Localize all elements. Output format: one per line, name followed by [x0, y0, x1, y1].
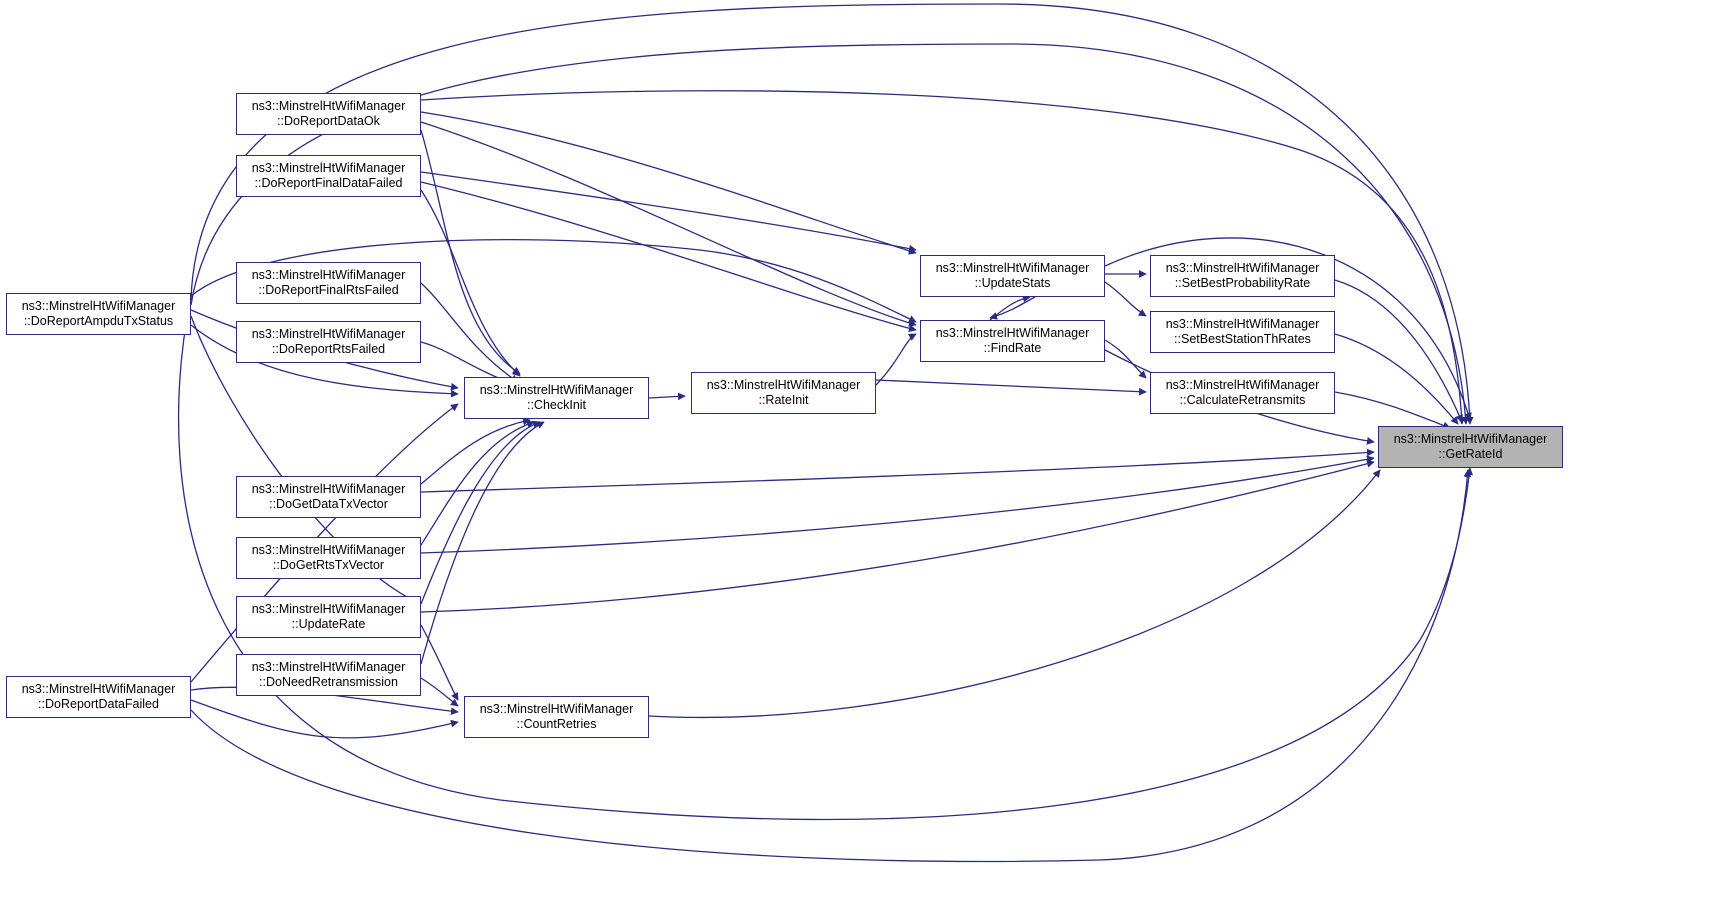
node-label-line1: ns3::MinstrelHtWifiManager	[251, 482, 406, 496]
node-doReportDataOk[interactable]	[236, 93, 421, 135]
node-label-line1: ns3::MinstrelHtWifiManager	[935, 261, 1090, 275]
node-setBestStationThRates[interactable]	[1150, 311, 1335, 353]
node-label-line2: ::DoReportRtsFailed	[271, 342, 386, 356]
node-label-line1: ns3::MinstrelHtWifiManager	[935, 326, 1090, 340]
node-label-line2: ::DoReportFinalDataFailed	[254, 176, 403, 190]
node-label-line1: ns3::MinstrelHtWifiManager	[706, 378, 861, 392]
node-doReportDataFailed[interactable]	[6, 676, 191, 718]
node-label-line1: ns3::MinstrelHtWifiManager	[479, 383, 634, 397]
node-countRetries[interactable]	[464, 696, 649, 738]
node-label-line2: ::GetRateId	[1438, 447, 1503, 461]
node-label-line1: ns3::MinstrelHtWifiManager	[251, 543, 406, 557]
node-label-line2: ::CalculateRetransmits	[1179, 393, 1306, 407]
node-label-line2: ::DoGetRtsTxVector	[272, 558, 385, 572]
node-label-line2: ::UpdateStats	[974, 276, 1051, 290]
node-label-line2: ::DoNeedRetransmission	[259, 675, 398, 689]
node-label-line1: ns3::MinstrelHtWifiManager	[21, 682, 176, 696]
node-label-line2: ::DoGetDataTxVector	[269, 497, 388, 511]
node-label-line2: ::CheckInit	[526, 398, 587, 412]
node-label-line1: ns3::MinstrelHtWifiManager	[251, 602, 406, 616]
node-label-line2: ::DoReportFinalRtsFailed	[258, 283, 399, 297]
node-label-line1: ns3::MinstrelHtWifiManager	[251, 161, 406, 175]
node-doReportFinalRtsFailed[interactable]	[236, 262, 421, 304]
node-label-line2: ::FindRate	[983, 341, 1042, 355]
node-label-line1: ns3::MinstrelHtWifiManager	[251, 268, 406, 282]
node-setBestProbabilityRate[interactable]	[1150, 255, 1335, 297]
node-checkInit[interactable]	[464, 377, 649, 419]
node-label-line2: ::UpdateRate	[291, 617, 366, 631]
node-getRateId[interactable]	[1378, 426, 1563, 468]
node-label-line1: ns3::MinstrelHtWifiManager	[1165, 378, 1320, 392]
node-label-line1: ns3::MinstrelHtWifiManager	[251, 327, 406, 341]
node-doGetDataTxVector[interactable]	[236, 476, 421, 518]
node-calculateRetransmits[interactable]	[1150, 372, 1335, 414]
node-label-line1: ns3::MinstrelHtWifiManager	[479, 702, 634, 716]
node-updateRate[interactable]	[236, 596, 421, 638]
node-doReportAmpduTxStatus[interactable]	[6, 293, 191, 335]
node-doNeedRetransmission[interactable]	[236, 654, 421, 696]
node-label-line2: ::DoReportDataOk	[277, 114, 380, 128]
node-label-line2: ::SetBestProbabilityRate	[1174, 276, 1311, 290]
node-label-line1: ns3::MinstrelHtWifiManager	[1165, 317, 1320, 331]
node-label-line2: ::DoReportDataFailed	[38, 697, 159, 711]
node-label-line1: ns3::MinstrelHtWifiManager	[251, 99, 406, 113]
node-label-line2: ::RateInit	[758, 393, 809, 407]
node-label-line1: ns3::MinstrelHtWifiManager	[251, 660, 406, 674]
node-label-line2: ::DoReportAmpduTxStatus	[23, 314, 174, 328]
node-label-line2: ::SetBestStationThRates	[1174, 332, 1311, 346]
node-label-line1: ns3::MinstrelHtWifiManager	[1393, 432, 1548, 446]
node-updateStats[interactable]	[920, 255, 1105, 297]
node-doReportRtsFailed[interactable]	[236, 321, 421, 363]
node-label-line1: ns3::MinstrelHtWifiManager	[21, 299, 176, 313]
node-doGetRtsTxVector[interactable]	[236, 537, 421, 579]
node-rateInit[interactable]	[691, 372, 876, 414]
node-label-line1: ns3::MinstrelHtWifiManager	[1165, 261, 1320, 275]
node-label-line2: ::CountRetries	[516, 717, 597, 731]
node-findRate[interactable]	[920, 320, 1105, 362]
node-doReportFinalDataFailed[interactable]	[236, 155, 421, 197]
